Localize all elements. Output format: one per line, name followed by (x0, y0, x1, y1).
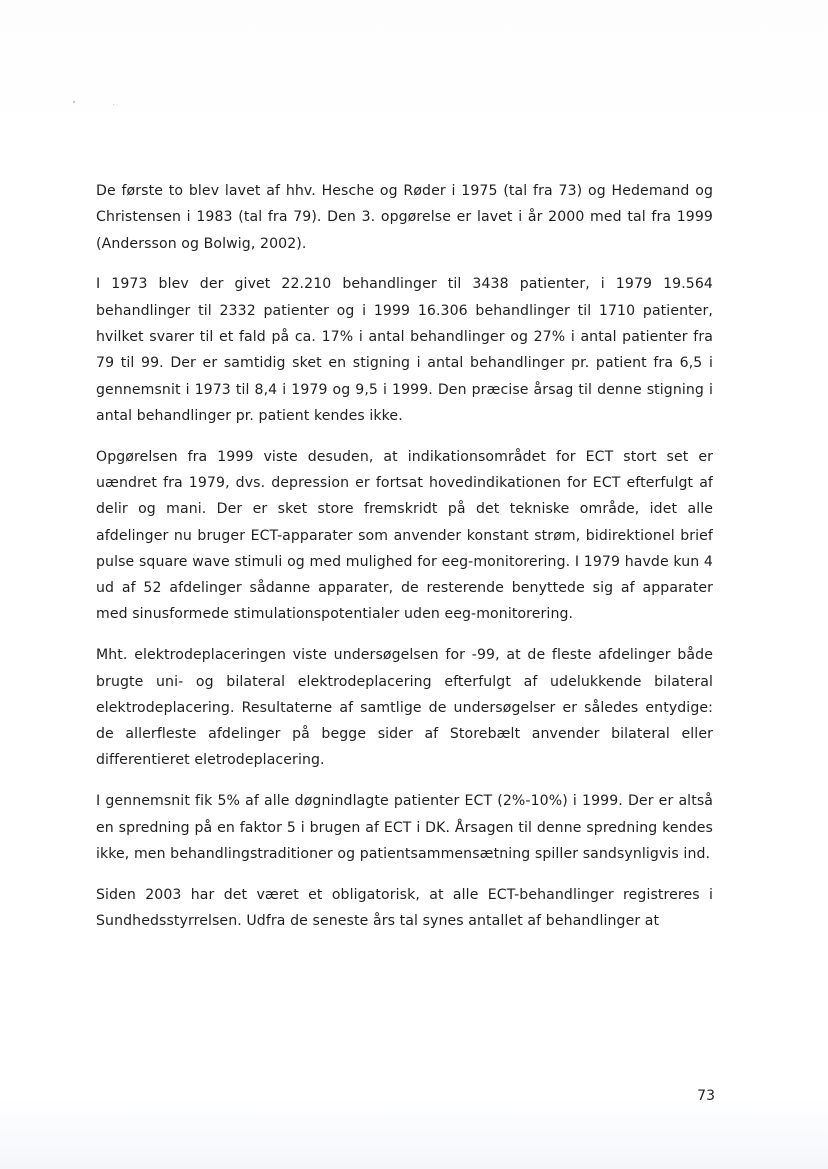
scan-speck (113, 104, 114, 105)
paragraph: Opgørelsen fra 1999 viste desuden, at indikationsområdet for ECT stort set er uændret fra 1979, dvs. depression er fortsat hovedindikationen for ECT efterfulgt af delir og mani. Der er sket store fremskridt på det tekniske område, idet alle afdelinger nu bruger ECT-apparater som anvender konstant strøm, bidirektionel brief pulse square wave stimuli og med mulighed for eeg-monitorering. I 1979 havde kun 4 ud af 52 afdelinger sådanne apparater, de resterende benyttede sig af apparater med sinusformede stimulationspotentialer uden eeg-monitorering. (96, 448, 713, 623)
page-number: 73 (697, 1088, 715, 1104)
paragraph: Siden 2003 har det været et obligatorisk, at alle ECT-behandlinger registreres i Sundhedsstyrrelsen. Udfra de seneste års tal synes antallet af behandlinger at (96, 886, 713, 929)
paragraph: I 1973 blev der givet 22.210 behandlinger til 3438 patienter, i 1979 19.564 behandlinger til 2332 patienter og i 1999 16.306 behandlinger til 1710 patienter, hvilket svarer til et fald på ca. 17% i antal behandlinger og 27% i antal patienter fra 79 til 99. Der er samtidig sket en stigning i antal behandlinger pr. patient fra 6,5 i gennemsnit i 1973 til 8,4 i 1979 og 9,5 i 1999. Den præcise årsag til denne stigning i antal behandlinger pr. patient kendes ikke. (96, 276, 713, 424)
scan-speck (73, 101, 75, 103)
paragraph: Mht. elektrodeplaceringen viste undersøgelsen for -99, at de fleste afdelinger både brugte uni- og bilateral elektrodeplacering efterfulgt af udelukkende bilateral elektrodeplacering. Resultaterne af samtlige de undersøgelser er således entydige: de allerfleste afdelinger på begge sider af Storebælt anvender bilateral eller differentieret eletrodeplacering. (96, 647, 713, 769)
body-text (96, 178, 713, 949)
paragraph: De første to blev lavet af hhv. Hesche og Røder i 1975 (tal fra 73) og Hedemand og Christensen i 1983 (tal fra 79). Den 3. opgørelse er lavet i år 2000 med tal fra 1999 (Andersson og Bolwig, 2002). (96, 183, 713, 252)
paragraph: I gennemsnit fik 5% af alle døgnindlagte patienter ECT (2%-10%) i 1999. Der er altså en spredning på en faktor 5 i brugen af ECT i DK. Årsagen til denne spredning kendes ikke, men behandlingstraditioner og patientsammensætning spiller sandsynligvis ind. (96, 793, 713, 862)
